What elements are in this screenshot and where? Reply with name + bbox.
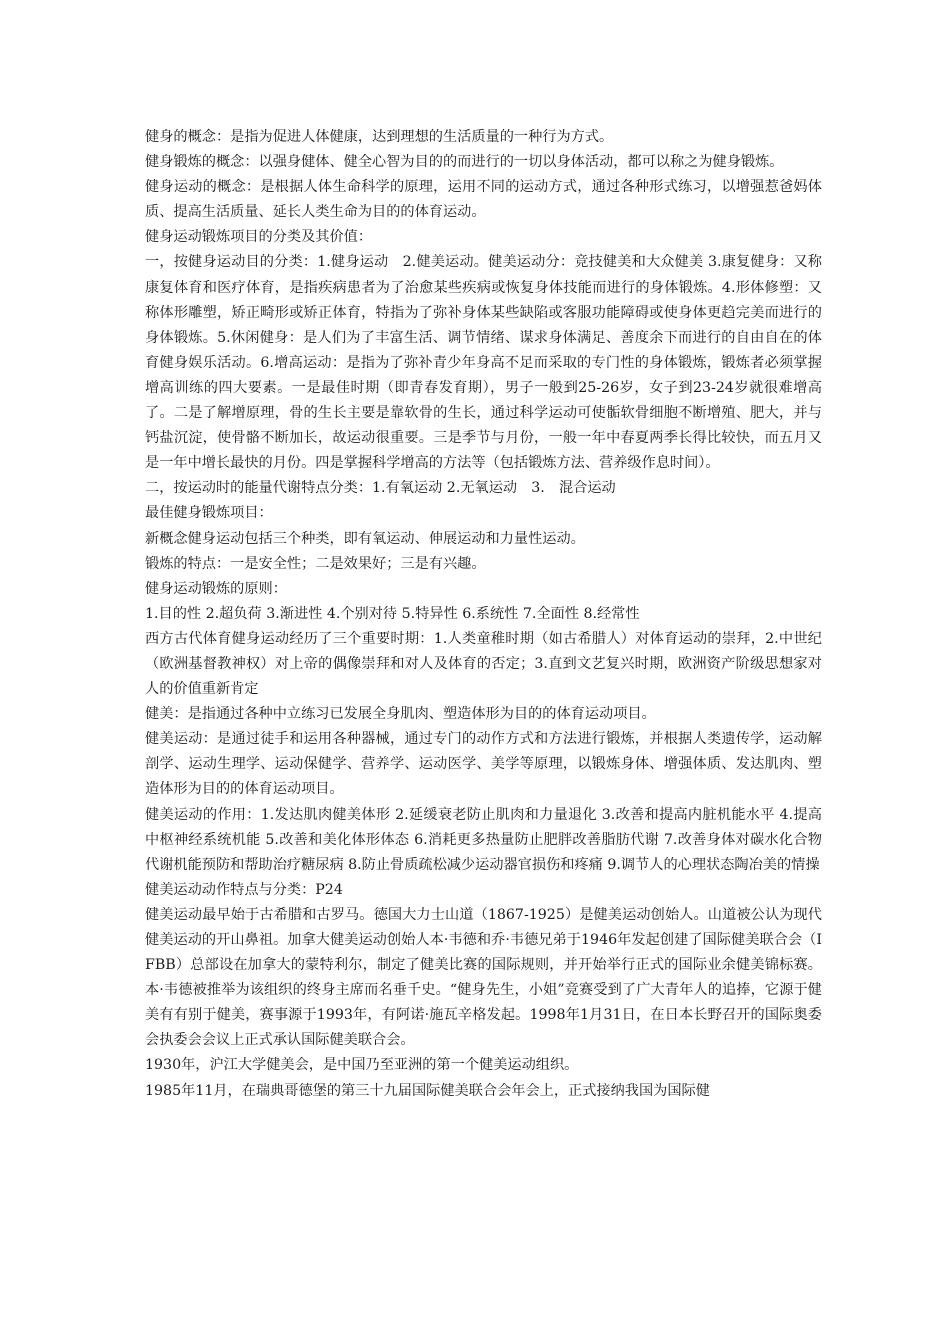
paragraph-classification-by-energy: 二，按运动时的能量代谢特点分类：1.有氧运动 2.无氧运动 3. 混合运动	[145, 480, 616, 497]
document-body	[145, 125, 822, 1104]
paragraph-exercise-concept: 健身锻炼的概念：以强身健体、健全心智为目的的而进行的一切以身体活动，都可以称之为健身锻炼。	[145, 154, 784, 171]
paragraph-bodybuilding-features: 健美运动动作特点与分类：P24	[145, 881, 343, 898]
paragraph-gothenburg-1985: 1985年11月，在瑞典哥德堡的第三十九届国际健美联合会年会上，正式接纳我国为国际健	[145, 1082, 710, 1099]
paragraph-classification-heading: 健身运动锻炼项目的分类及其价值：	[145, 229, 373, 246]
paragraph-principles-heading: 健身运动锻炼的原则：	[145, 580, 287, 597]
paragraph-western-history: 西方古代体育健身运动经历了三个重要时期：1.人类童稚时期（如古希腊人）对体育运动的崇拜，2.中世纪（欧洲基督教神权）对上帝的偶像崇拜和对人及体育的否定；3.直到文艺复兴时期，欧洲资产阶级思想家对人的价值重新肯定	[145, 630, 822, 698]
paragraph-bodybuilding-definition: 健美：是指通过各种中立练习已发展全身肌肉、塑造体形为目的的体育运动项目。	[145, 706, 656, 723]
paragraph-bodybuilding-history: 健美运动最早始于古希腊和古罗马。德国大力士山道（1867-1925）是健美运动创始人。山道被公认为现代健美运动的开山鼻祖。加拿大健美运动创始人本·韦德和乔·韦德兄弟于1946年发起创建了国际健美联合会（IFBB）总部设在加拿大的蒙特利尔，制定了健美比赛的国际规则，并开始举行正式的国际业余健美锦标赛。本·韦德被推举为该组织的终身主席而名垂千史。“健身先生，小姐”竞赛受到了广大青年人的追捧，它源于健美有有别于健美，赛事源于1993年，有阿诺·施瓦辛格发起。1998年1月31日，在日本长野召开的国际奥委会执委会会议上正式承认国际健美联合会。	[145, 906, 822, 1049]
paragraph-new-concept: 新概念健身运动包括三个种类，即有氧运动、伸展运动和力量性运动。	[145, 530, 585, 547]
paragraph-hujiang-1930: 1930年，沪江大学健美会，是中国乃至亚洲的第一个健美运动组织。	[145, 1057, 579, 1074]
paragraph-fitness-concept: 健身的概念：是指为促进人体健康，达到理想的生活质量的一种行为方式。	[145, 129, 614, 145]
paragraph-principles-list: 1.目的性 2.超负荷 3.渐进性 4.个别对待 5.特异性 6.系统性 7.全面性 8.经常性	[145, 605, 640, 622]
paragraph-bodybuilding-effects: 健美运动的作用：1.发达肌肉健美体形 2.延缓衰老防止肌肉和力量退化 3.改善和提高内脏机能水平 4.提高中枢神经系统机能 5.改善和美化体形体态 6.消耗更多热量防止肥胖改善脂肪代谢 7.改善身体对碳水化合物代谢机能预防和帮助治疗糖尿病 8.防止骨质疏松减少运动器官损伤和疼痛 9.调节人的心理状态陶冶美的情操	[145, 806, 822, 873]
paragraph-bodybuilding-sport: 健美运动：是通过徒手和运用各种器械，通过专门的动作方式和方法进行锻炼，并根据人类遗传学，运动解剖学、运动生理学、运动保健学、营养学、运动医学、美学等原理，以锻炼身体、增强体质、发达肌肉、塑造体形为目的的体育运动项目。	[145, 731, 822, 798]
paragraph-best-exercise-heading: 最佳健身锻炼项目：	[145, 505, 273, 522]
paragraph-classification-by-purpose: 一，按健身运动目的分类：1.健身运动 2.健美运动。健美运动分：竞技健美和大众健美 3.康复健身：又称康复体育和医疗体育，是指疾病患者为了治愈某些疾病或恢复身体技能而进行的身体锻炼。4.形体修塑：又称体形雕塑，矫正畸形或矫正体育，特指为了弥补身体某些缺陷或客服功能障碍或使身体更趋完美而进行的身体锻炼。5.休闲健身：是人们为了丰富生活、调节情绪、谋求身体满足、善度余下而进行的自由自在的体育健身娱乐活动。6.增高运动：是指为了弥补青少年身高不足而采取的专门性的身体锻炼，锻炼者必须掌握增高训练的四大要素。一是最佳时期（即青春发育期），男子一般到25-26岁，女子到23-24岁就很难增高了。二是了解增原理，骨的生长主要是靠软骨的生长，通过科学运动可使骺软骨细胞不断增殖、肥大，并与钙盐沉淀，使骨骼不断加长，故运动很重要。三是季节与月份，一般一年中春夏两季长得比较快，而五月又是一年中增长最快的月份。四是掌握科学增高的方法等（包括锻炼方法、营养级作息时间）。	[145, 254, 822, 472]
paragraph-fitness-sport-concept: 健身运动的概念：是根据人体生命科学的原理，运用不同的运动方式，通过各种形式练习，以增强惹爸妈体质、提高生活质量、延长人类生命为目的的体育运动。	[145, 179, 822, 221]
paragraph-exercise-features: 锻炼的特点：一是安全性；二是效果好；三是有兴趣。	[145, 555, 486, 572]
